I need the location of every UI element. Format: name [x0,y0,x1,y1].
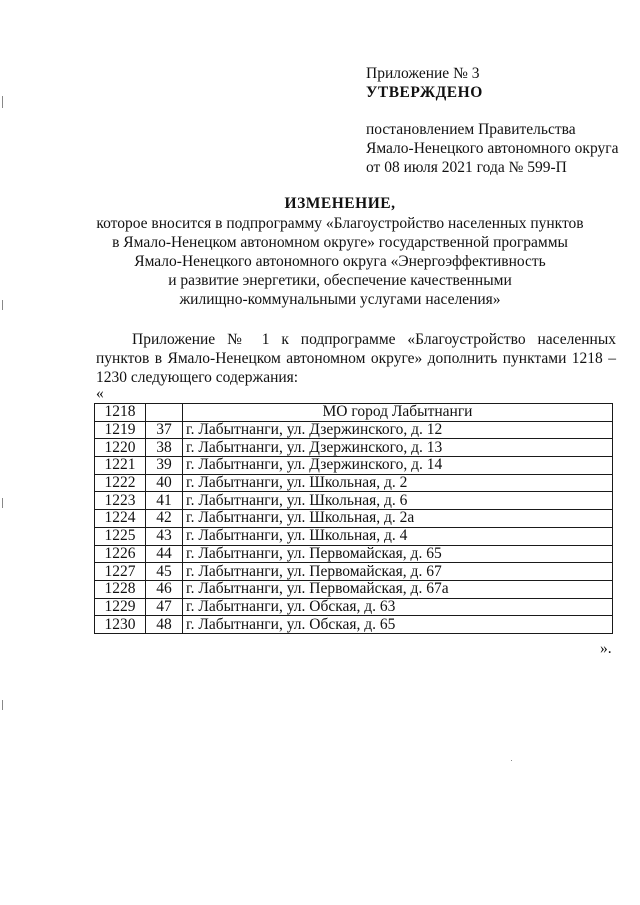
cell-address: г. Лабытнанги, ул. Обская, д. 65 [183,616,613,634]
title-line-1: которое вносится в подпрограмму «Благоустройство населенных пунктов [96,215,584,232]
scan-artifact [2,300,3,310]
body-paragraph [96,330,616,387]
cell-index: 37 [146,421,183,439]
cell-address: г. Лабытнанги, ул. Школьная, д. 2а [183,510,613,528]
title-line-5: жилищно-коммунальными услугами населения» [179,291,501,308]
cell-address: г. Лабытнанги, ул. Дзержинского, д. 12 [183,421,613,439]
decree-line-1: постановлением Правительства [366,121,576,138]
cell-address: г. Лабытнанги, ул. Дзержинского, д. 14 [183,457,613,475]
cell-address: г. Лабытнанги, ул. Школьная, д. 4 [183,527,613,545]
decree-reference [366,120,618,177]
cell-address: г. Лабытнанги, ул. Дзержинского, д. 13 [183,439,613,457]
cell-municipality: МО город Лабытнанги [183,404,613,422]
table-row [95,527,613,545]
scan-artifact [2,700,3,710]
cell-number: 1225 [95,527,146,545]
cell-number: 1218 [95,404,146,422]
body-paragraph-text: Приложение № 1 к подпрограмме «Благоустройство населенных пунктов в Ямало-Ненецком автономном округе» дополнить пунктами 1218 – 1230 следующего содержания: [96,331,616,386]
document-title [60,194,620,309]
cell-index [146,404,183,422]
cell-number: 1229 [95,598,146,616]
table-group-row [95,404,613,422]
title-line-2: в Ямало-Ненецком автономном округе» государственной программы [112,234,568,251]
cell-address: г. Лабытнанги, ул. Школьная, д. 2 [183,474,613,492]
cell-index: 46 [146,580,183,598]
cell-address: г. Лабытнанги, ул. Школьная, д. 6 [183,492,613,510]
cell-index: 43 [146,527,183,545]
cell-index: 40 [146,474,183,492]
table-row [95,457,613,475]
scan-artifact [2,498,3,508]
cell-number: 1222 [95,474,146,492]
approved-stamp-text: УТВЕРЖДЕНО [366,84,483,101]
cell-index: 45 [146,563,183,581]
table-row [95,545,613,563]
cell-address: г. Лабытнанги, ул. Обская, д. 63 [183,598,613,616]
cell-number: 1226 [95,545,146,563]
title-heading: ИЗМЕНЕНИЕ, [284,195,396,212]
cell-number: 1221 [95,457,146,475]
cell-index: 47 [146,598,183,616]
decree-line-3: от 08 июля 2021 года № 599-П [366,159,567,176]
table-row [95,510,613,528]
cell-address: г. Лабытнанги, ул. Первомайская, д. 67 [183,563,613,581]
cell-index: 44 [146,545,183,563]
table-row [95,563,613,581]
decree-line-2: Ямало-Ненецкого автономного округа [366,140,619,157]
cell-index: 48 [146,616,183,634]
table-row [95,492,613,510]
open-quote: « [96,385,104,402]
title-line-4: и развитие энергетики, обеспечение качественными [168,272,512,289]
table-row [95,616,613,634]
title-line-3: Ямало-Ненецкого автономного округа «Энергоэффективность [134,253,546,270]
cell-number: 1220 [95,439,146,457]
table-row [95,474,613,492]
cell-number: 1223 [95,492,146,510]
cell-number: 1219 [95,421,146,439]
scan-artifact [511,760,512,761]
cell-number: 1224 [95,510,146,528]
appendix-number: Приложение № 3 [366,65,480,82]
cell-address: г. Лабытнанги, ул. Первомайская, д. 67а [183,580,613,598]
scan-artifact [2,96,3,108]
table-row [95,598,613,616]
table-row [95,580,613,598]
cell-number: 1227 [95,563,146,581]
cell-index: 41 [146,492,183,510]
cell-address: г. Лабытнанги, ул. Первомайская, д. 65 [183,545,613,563]
table-body [95,404,613,634]
cell-index: 38 [146,439,183,457]
cell-number: 1230 [95,616,146,634]
appendix-header [366,64,483,102]
cell-index: 39 [146,457,183,475]
close-quote: ». [600,640,612,657]
cell-number: 1228 [95,580,146,598]
table-row [95,439,613,457]
addresses-table [94,403,613,634]
table-row [95,421,613,439]
cell-index: 42 [146,510,183,528]
